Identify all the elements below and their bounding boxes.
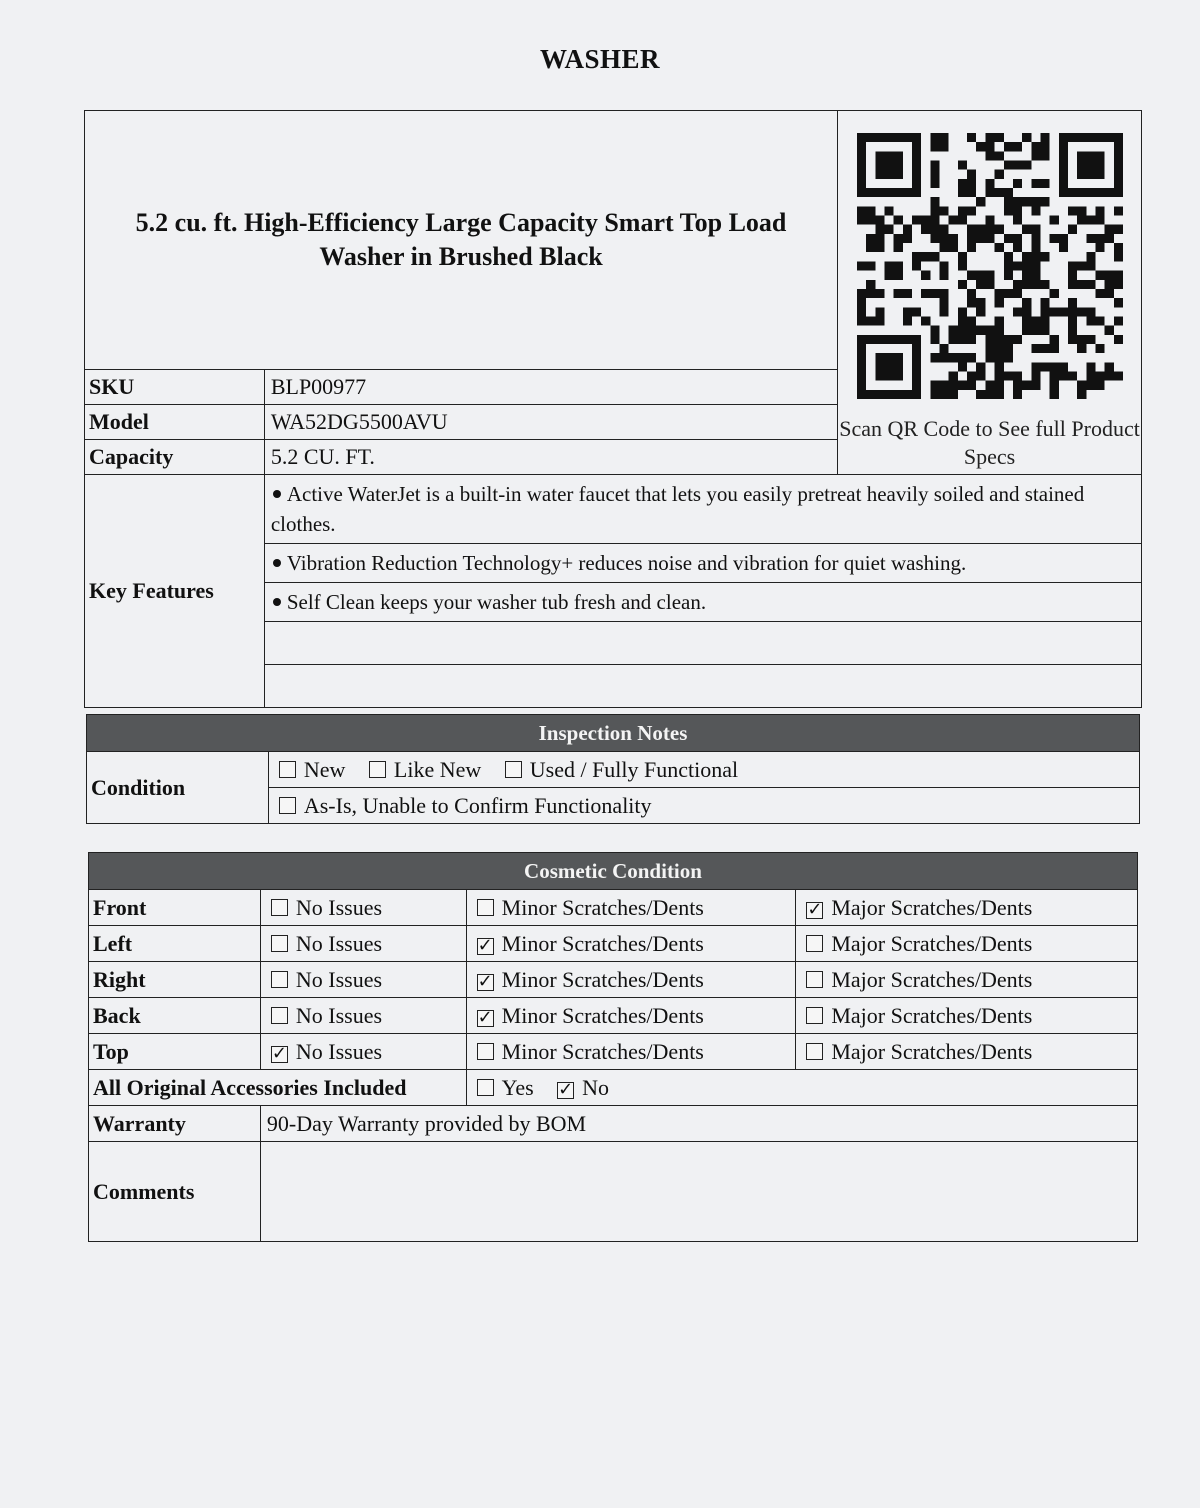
cosmetic-row-label: Top xyxy=(89,1034,261,1070)
cosmetic-row-label: Back xyxy=(89,998,261,1034)
option-minor[interactable] xyxy=(466,998,796,1034)
qr-modules xyxy=(857,133,1123,399)
checkbox-icon[interactable]: ✓ xyxy=(477,934,493,956)
checkbox-icon[interactable] xyxy=(477,1043,494,1060)
option-label: As-Is, Unable to Confirm Functionality xyxy=(303,792,652,818)
key-features-label: Key Features xyxy=(85,475,265,708)
option-label: Minor Scratches/Dents xyxy=(501,1038,704,1064)
option-label: New xyxy=(303,756,346,782)
option-label: Major Scratches/Dents xyxy=(831,894,1033,920)
cosmetic-row xyxy=(89,1034,1138,1070)
checkbox-icon[interactable] xyxy=(505,761,522,778)
document-title: WASHER xyxy=(539,44,661,74)
condition-label: Condition xyxy=(87,752,269,824)
option-label: No Issues xyxy=(295,966,383,992)
feature-text: Self Clean keeps your washer tub fresh and clean. xyxy=(286,590,707,614)
cosmetic-header: Cosmetic Condition xyxy=(89,853,1138,890)
checkbox-icon[interactable]: ✓ xyxy=(477,970,493,992)
checkbox-icon[interactable] xyxy=(279,761,296,778)
spec-label-capacity: Capacity xyxy=(85,440,265,475)
feature-item xyxy=(264,583,1141,622)
condition-options-row xyxy=(268,788,1139,824)
checkbox-icon[interactable]: ✓ xyxy=(807,898,823,920)
option-label: Used / Fully Functional xyxy=(529,756,739,782)
feature-item xyxy=(264,475,1141,544)
feature-text: Vibration Reduction Technology+ reduces noise and vibration for quiet washing. xyxy=(286,551,967,575)
option-no-issues[interactable] xyxy=(260,890,466,926)
checkbox-icon[interactable] xyxy=(271,899,288,916)
option-minor[interactable] xyxy=(466,962,796,998)
option-major[interactable] xyxy=(796,962,1138,998)
bullet-icon xyxy=(273,559,281,567)
option-label: Minor Scratches/Dents xyxy=(501,930,704,956)
cosmetic-row xyxy=(89,998,1138,1034)
cosmetic-table xyxy=(88,852,1138,1242)
option-major[interactable] xyxy=(796,926,1138,962)
option-no-issues[interactable] xyxy=(260,926,466,962)
accessories-yes[interactable] xyxy=(473,1075,534,1100)
product-table xyxy=(84,110,1142,708)
option-no-issues[interactable] xyxy=(260,962,466,998)
inspection-header: Inspection Notes xyxy=(87,715,1140,752)
feature-item-empty[interactable] xyxy=(264,665,1141,708)
condition-options-row xyxy=(268,752,1139,788)
option-minor[interactable] xyxy=(466,890,796,926)
option-label: No Issues xyxy=(295,1002,383,1028)
warranty-value: 90-Day Warranty provided by BOM xyxy=(260,1106,1137,1142)
feature-item-empty[interactable] xyxy=(264,622,1141,665)
qr-caption: Scan QR Code to See full Product Specs xyxy=(839,416,1140,469)
checkbox-icon[interactable] xyxy=(806,1043,823,1060)
option-label: Major Scratches/Dents xyxy=(831,930,1033,956)
option-major[interactable] xyxy=(796,998,1138,1034)
cosmetic-row xyxy=(89,890,1138,926)
condition-option-used[interactable] xyxy=(501,757,738,782)
accessories-label: All Original Accessories Included xyxy=(89,1070,467,1106)
spec-label-model: Model xyxy=(85,405,265,440)
option-major[interactable] xyxy=(796,890,1138,926)
condition-option-new[interactable] xyxy=(275,757,346,782)
cosmetic-row xyxy=(89,962,1138,998)
spec-value-sku: BLP00977 xyxy=(264,370,837,405)
option-label: Minor Scratches/Dents xyxy=(501,1002,704,1028)
feature-text: Active WaterJet is a built-in water faucet that lets you easily pretreat heavily soiled and stained clothes. xyxy=(270,482,1085,536)
option-label: Major Scratches/Dents xyxy=(831,966,1033,992)
spec-value-model: WA52DG5500AVU xyxy=(264,405,837,440)
option-label: No Issues xyxy=(295,894,383,920)
condition-option-like-new[interactable] xyxy=(365,757,481,782)
checkbox-icon[interactable] xyxy=(806,1007,823,1024)
cosmetic-row-label: Front xyxy=(89,890,261,926)
checkbox-icon[interactable] xyxy=(271,971,288,988)
checkbox-icon[interactable]: ✓ xyxy=(558,1078,574,1100)
option-label: Minor Scratches/Dents xyxy=(501,894,704,920)
inspection-table xyxy=(86,714,1140,824)
checkbox-icon[interactable] xyxy=(271,1007,288,1024)
product-name: 5.2 cu. ft. High-Efficiency Large Capacity Smart Top Load Washer in Brushed Black xyxy=(85,111,838,370)
warranty-label: Warranty xyxy=(89,1106,261,1142)
qr-panel xyxy=(838,111,1142,475)
cosmetic-row-label: Left xyxy=(89,926,261,962)
option-label: Major Scratches/Dents xyxy=(831,1038,1033,1064)
bullet-icon xyxy=(273,490,281,498)
cosmetic-rows xyxy=(89,890,1138,1070)
option-minor[interactable] xyxy=(466,1034,796,1070)
option-label: Minor Scratches/Dents xyxy=(501,966,704,992)
feature-item xyxy=(264,544,1141,583)
spec-label-sku: SKU xyxy=(85,370,265,405)
option-label: Yes xyxy=(501,1074,534,1100)
checkbox-icon[interactable] xyxy=(477,1079,494,1096)
option-no-issues[interactable] xyxy=(260,1034,466,1070)
spec-value-capacity: 5.2 CU. FT. xyxy=(264,440,837,475)
checkbox-icon[interactable] xyxy=(806,971,823,988)
option-major[interactable] xyxy=(796,1034,1138,1070)
accessories-no[interactable] xyxy=(553,1075,609,1100)
option-label: No Issues xyxy=(295,930,383,956)
checkbox-icon[interactable] xyxy=(279,797,296,814)
comments-field[interactable] xyxy=(260,1142,1137,1242)
option-label: Like New xyxy=(393,756,482,782)
qr-code[interactable] xyxy=(857,133,1123,399)
option-label: No Issues xyxy=(295,1038,383,1064)
accessories-options xyxy=(466,1070,1137,1106)
comments-label: Comments xyxy=(89,1142,261,1242)
option-no-issues[interactable] xyxy=(260,998,466,1034)
checkbox-icon[interactable]: ✓ xyxy=(477,1006,493,1028)
condition-option-as-is[interactable] xyxy=(275,793,652,818)
checkbox-icon[interactable] xyxy=(477,899,494,916)
option-label: Major Scratches/Dents xyxy=(831,1002,1033,1028)
checkbox-icon[interactable]: ✓ xyxy=(271,1042,287,1064)
checkbox-icon[interactable] xyxy=(806,935,823,952)
bullet-icon xyxy=(273,598,281,606)
cosmetic-row-label: Right xyxy=(89,962,261,998)
checkbox-icon[interactable] xyxy=(271,935,288,952)
checkbox-icon[interactable] xyxy=(369,761,386,778)
option-label: No xyxy=(582,1074,610,1100)
cosmetic-row xyxy=(89,926,1138,962)
option-minor[interactable] xyxy=(466,926,796,962)
